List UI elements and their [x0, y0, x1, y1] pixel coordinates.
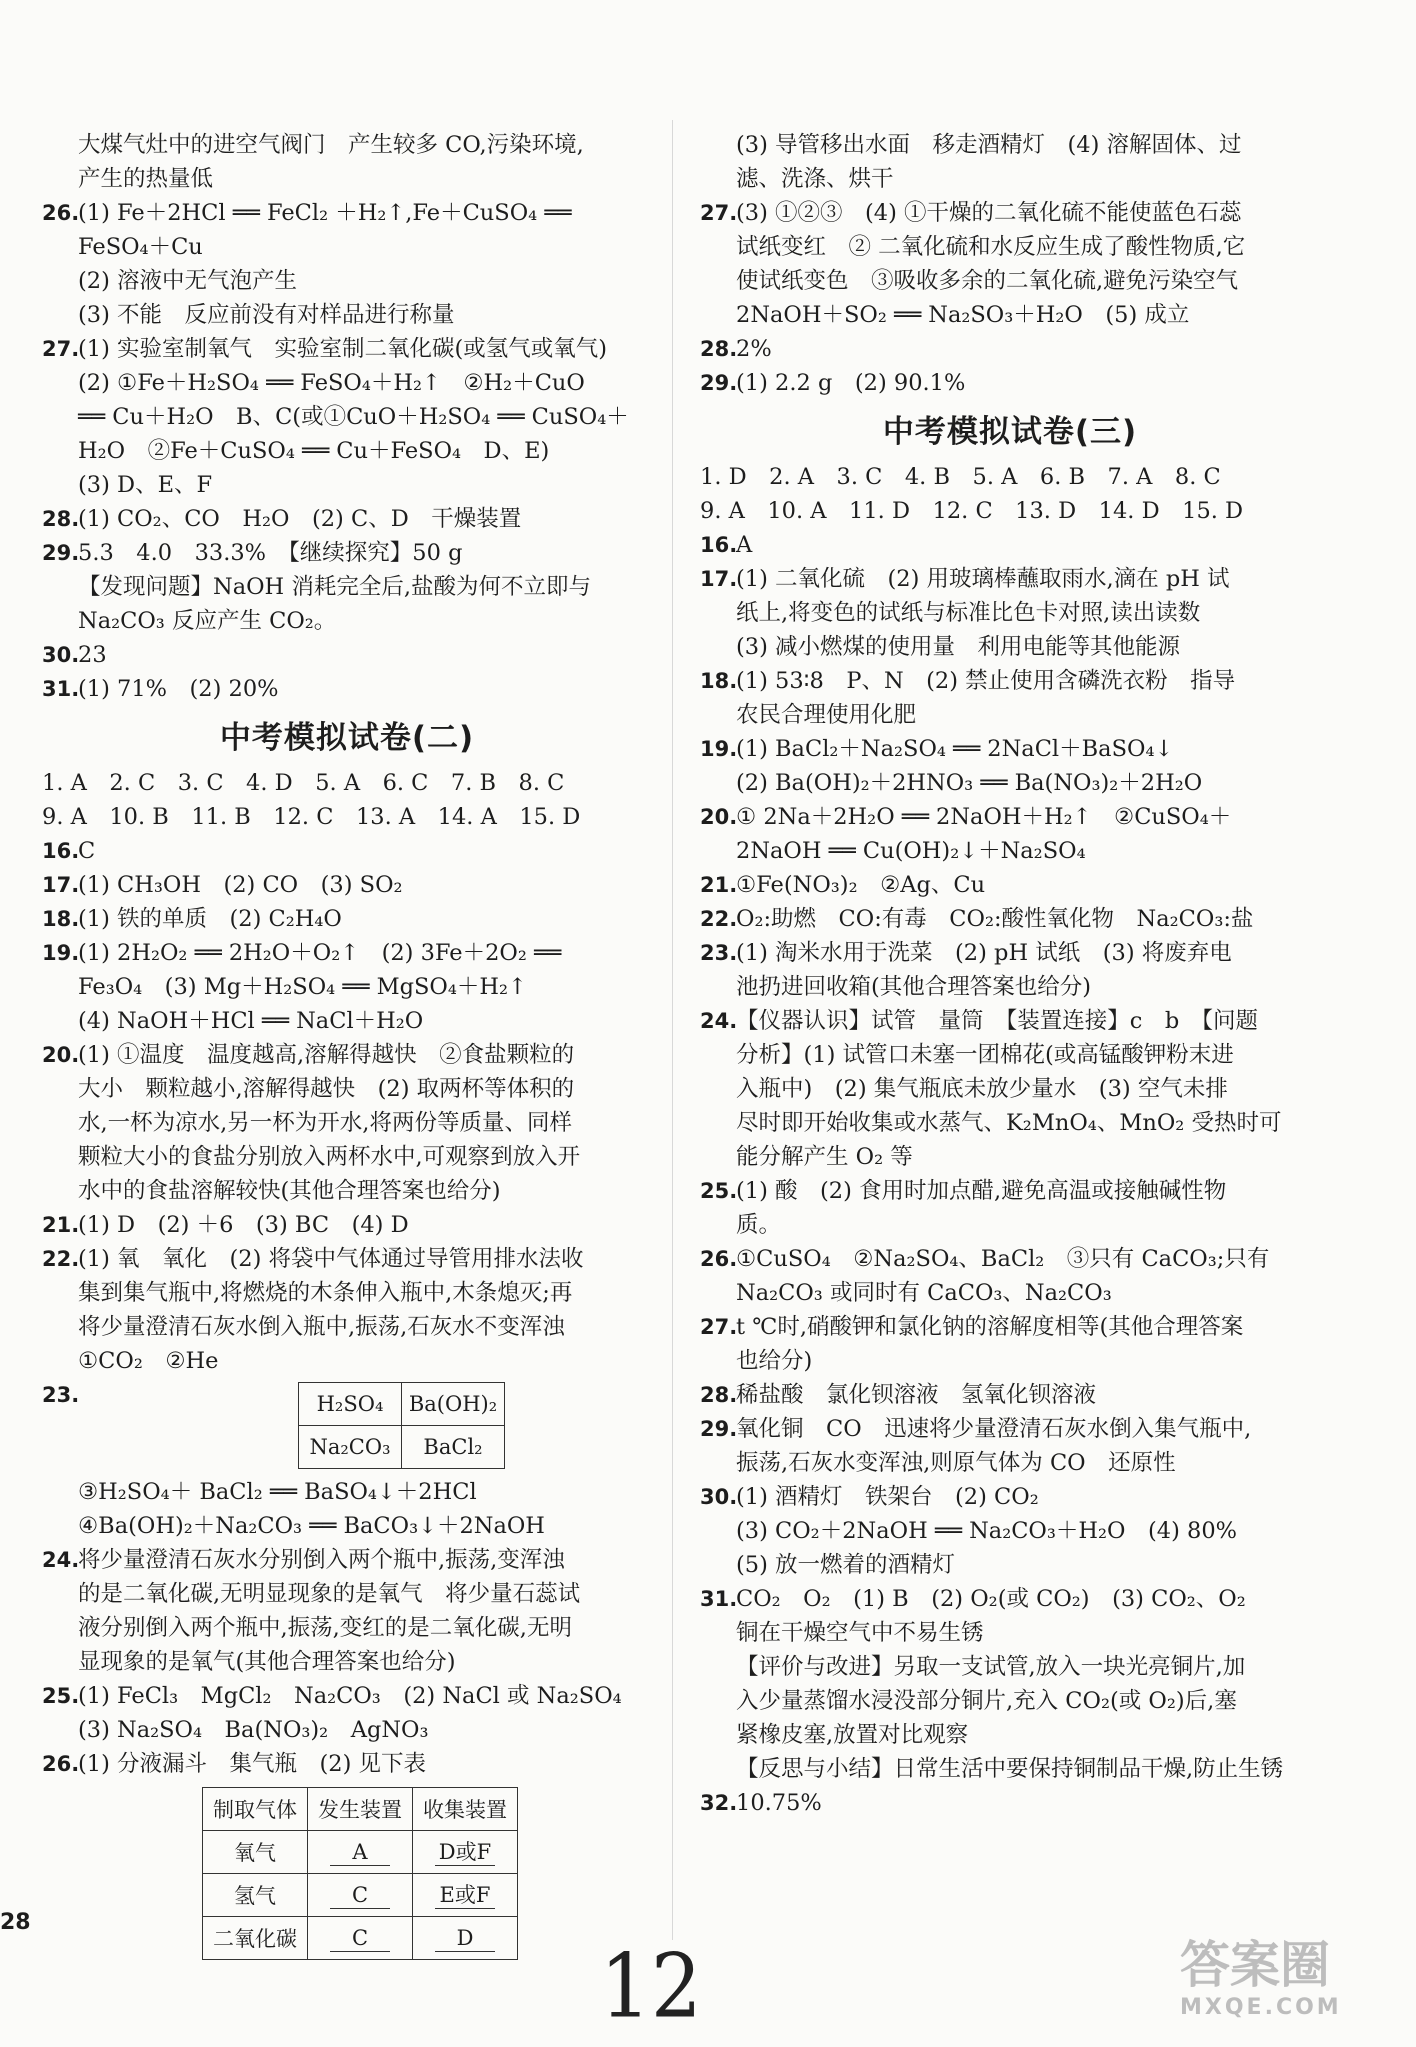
answer-body: [736, 732, 1320, 800]
answer-number: 27.: [700, 1315, 738, 1339]
table-header-row: [203, 1788, 518, 1831]
answer-item: [700, 1378, 1320, 1412]
answer-line: Na₂CO₃ 或同时有 CaCO₃、Na₂CO₃: [736, 1280, 1112, 1306]
answer-item: [700, 800, 1320, 868]
answer-item: [700, 936, 1320, 1004]
answer-line: (2) ①Fe＋H₂SO₄ ══ FeSO₄＋H₂↑ ②H₂＋CuO: [78, 370, 585, 396]
answer-line: 5.3 4.0 33.3% 【继续探究】50 g: [78, 540, 463, 566]
left-column: [42, 128, 652, 1964]
answers-paper-1: [42, 128, 652, 706]
answer-line: 集到集气瓶中,将燃烧的木条伸入瓶中,木条熄灭;再: [78, 1280, 573, 1306]
answer-line: (3) 减小燃煤的使用量 利用电能等其他能源: [736, 634, 1181, 660]
answer-line: ══ Cu＋H₂O B、C(或①CuO＋H₂SO₄ ══ CuSO₄＋: [78, 404, 629, 430]
answer-line: H₂O ②Fe＋CuSO₄ ══ Cu＋FeSO₄ D、E): [78, 438, 550, 464]
answer-line: (1) 酸 (2) 食用时加点醋,避免高温或接触碱性物: [736, 1178, 1227, 1204]
answer-number: 26.: [42, 201, 80, 225]
answer-line: (1) BaCl₂＋Na₂SO₄ ══ 2NaCl＋BaSO₄↓: [736, 736, 1174, 762]
answer-body: [736, 936, 1320, 1004]
table-cell: BaCl₂: [402, 1426, 505, 1469]
page-number: 28: [0, 1910, 31, 1935]
table-cell: [308, 1874, 413, 1917]
answer-item: [700, 332, 1320, 366]
answers-paper-3: [700, 528, 1320, 1820]
answer-number: 31.: [700, 1587, 738, 1611]
answer-line: (1) 71% (2) 20%: [78, 676, 279, 702]
answer-line: (3) D、E、F: [78, 472, 213, 498]
answer-line: 【反思与小结】日常生活中要保持铜制品干燥,防止生锈: [736, 1756, 1284, 1782]
answer-item: [42, 1242, 652, 1378]
answers-paper-2-cont: [42, 1543, 652, 1781]
table-cell: [413, 1917, 518, 1960]
answer-blank: C: [330, 1925, 390, 1952]
answer-number: 20.: [42, 1043, 80, 1067]
answer-item: [42, 868, 652, 902]
answer-body: [78, 902, 652, 936]
answer-item: [700, 1174, 1320, 1242]
answer-item: [700, 1480, 1320, 1582]
answer-number: 28.: [700, 337, 738, 361]
answer-body: [78, 1242, 652, 1378]
answer-number: 18.: [700, 669, 738, 693]
answer-line: 池扔进回收箱(其他合理答案也给分): [736, 974, 1092, 1000]
answer-number: 21.: [42, 1213, 80, 1237]
answer-item: [42, 196, 652, 332]
table-cell: [308, 1917, 413, 1960]
answer-number: 17.: [42, 873, 80, 897]
answer-line: (1) 淘米水用于洗菜 (2) pH 试纸 (3) 将废弃电: [736, 940, 1232, 966]
answer-number: 18.: [42, 907, 80, 931]
answer-number: 19.: [700, 737, 738, 761]
answer-line: (1) 酒精灯 铁架台 (2) CO₂: [736, 1484, 1039, 1510]
answer-line: ③H₂SO₄＋ BaCl₂ ══ BaSO₄↓＋2HCl: [78, 1479, 477, 1505]
answer-item: [700, 128, 1320, 196]
answer-item: [42, 128, 652, 196]
answer-item: [42, 1543, 652, 1679]
mc-line: 9. A 10. A 11. D 12. C 13. D 14. D 15. D: [700, 498, 1244, 524]
answer-line: (1) 分液漏斗 集气瓶 (2) 见下表: [78, 1751, 427, 1777]
answer-line: (1) CO₂、CO H₂O (2) C、D 干燥装置: [78, 506, 522, 532]
answer-line: FeSO₄＋Cu: [78, 234, 203, 260]
answer-line: Fe₃O₄ (3) Mg＋H₂SO₄ ══ MgSO₄＋H₂↑: [78, 974, 527, 1000]
answer-item: [700, 1310, 1320, 1378]
answer-item: [42, 672, 652, 706]
answer-number: [700, 128, 736, 196]
answer-body: [78, 536, 652, 638]
answer-item: [700, 868, 1320, 902]
answer-body: [78, 868, 652, 902]
watermark-logo: 答案圈 MXQE.COM: [1180, 1936, 1342, 2020]
table-cell: [413, 1874, 518, 1917]
answer-body: [736, 1174, 1320, 1242]
answer-line: ①Fe(NO₃)₂ ②Ag、Cu: [736, 872, 986, 898]
answer-line: 试纸变红 ② 二氧化硫和水反应生成了酸性物质,它: [736, 234, 1246, 260]
answer-line: (1) 实验室制氧气 实验室制二氧化碳(或氢气或氧气): [78, 336, 608, 362]
mc-line: 9. A 10. B 11. B 12. C 13. A 14. A 15. D: [42, 804, 581, 830]
answer-item: [700, 1242, 1320, 1310]
answer-body: [78, 1679, 652, 1747]
answer-line: (3) CO₂＋2NaOH ══ Na₂CO₃＋H₂O (4) 80%: [736, 1518, 1238, 1544]
table-row: [203, 1874, 518, 1917]
answer-body: [736, 528, 1320, 562]
answer-line: (1) 2H₂O₂ ══ 2H₂O＋O₂↑ (2) 3Fe＋2O₂ ══: [78, 940, 562, 966]
answer-blank: D或F: [435, 1839, 495, 1866]
answer-line: (1) CH₃OH (2) CO (3) SO₂: [78, 872, 403, 898]
answer-number: 26.: [42, 1752, 80, 1776]
answer-number: 29.: [700, 371, 738, 395]
answer-item: [700, 1582, 1320, 1786]
answer-number: 24.: [700, 1009, 738, 1033]
answer-item: [42, 1038, 652, 1208]
answer-line: (1) FeCl₃ MgCl₂ Na₂CO₃ (2) NaCl 或 Na₂SO₄: [78, 1683, 622, 1709]
section-heading-2: 中考模拟试卷(二): [219, 720, 475, 756]
table-row: [203, 1917, 518, 1960]
answer-number: 16.: [700, 533, 738, 557]
answer-item: [700, 902, 1320, 936]
answer-blank: E或F: [435, 1882, 495, 1909]
answer-line: (3) ①②③ (4) ①干燥的二氧化硫不能使蓝色石蕊: [736, 200, 1242, 226]
answer-item: [42, 638, 652, 672]
handwritten-number: 12: [600, 1935, 702, 2038]
answer-item: [700, 562, 1320, 664]
table-cell: 二氧化碳: [203, 1917, 308, 1960]
answer-body: [78, 1747, 652, 1781]
answer-number: 30.: [42, 643, 80, 667]
answer-body: [78, 1543, 652, 1679]
answer-line: 【评价与改进】另取一支试管,放入一块光亮铜片,加: [736, 1654, 1246, 1680]
table-row: [299, 1426, 505, 1469]
multiple-choice-answers-3: [700, 460, 1320, 528]
answer-item: [42, 902, 652, 936]
answer-line: CO₂ O₂ (1) B (2) O₂(或 CO₂) (3) CO₂、O₂: [736, 1586, 1246, 1612]
answer-line: 入瓶中) (2) 集气瓶底未放少量水 (3) 空气未排: [736, 1076, 1228, 1102]
answer-line: O₂:助燃 CO:有毒 CO₂:酸性氧化物 Na₂CO₃:盐: [736, 906, 1254, 932]
table-row: [203, 1831, 518, 1874]
answer-item: [42, 1679, 652, 1747]
answers-paper-2: [42, 834, 652, 1378]
answer-item: [700, 732, 1320, 800]
answer-item: [42, 502, 652, 536]
answer-number: [42, 128, 78, 196]
answer-line: 质。: [736, 1212, 782, 1238]
answer-line: 紧橡皮塞,放置对比观察: [736, 1722, 969, 1748]
answer-body: [78, 1038, 652, 1208]
answer-line: 大小 颗粒越小,溶解得越快 (2) 取两杯等体积的: [78, 1076, 575, 1102]
answer-line: 尽时即开始收集或水蒸气、K₂MnO₄、MnO₂ 受热时可: [736, 1110, 1282, 1136]
answer-body: [736, 1378, 1320, 1412]
answer-number: 29.: [42, 541, 80, 565]
answer-line: 大煤气灶中的进空气阀门 产生较多 CO,污染环境,: [78, 132, 584, 158]
answer-number: 29.: [700, 1417, 738, 1441]
answer-line: 液分别倒入两个瓶中,振荡,变红的是二氧化碳,无明: [78, 1615, 572, 1641]
answer-item: [700, 528, 1320, 562]
table-cell: Na₂CO₃: [299, 1426, 402, 1469]
answer-line: 2%: [736, 336, 772, 362]
answer-line: 也给分): [736, 1348, 813, 1374]
answer-number: 28.: [42, 507, 80, 531]
answer-line: 2NaOH＋SO₂ ══ Na₂SO₃＋H₂O (5) 成立: [736, 302, 1190, 328]
answer-line: (3) 不能 反应前没有对样品进行称量: [78, 302, 455, 328]
answer-line: 产生的热量低: [78, 166, 214, 192]
column-divider: [672, 120, 673, 1940]
answer-line: 【仪器认识】试管 量筒 【装置连接】c b 【问题: [736, 1008, 1259, 1034]
answer-item: [42, 332, 652, 502]
answers-paper-2-end: [700, 128, 1320, 400]
answer-line: 纸上,将变色的试纸与标准比色卡对照,读出读数: [736, 600, 1201, 626]
answer-table-26: [202, 1787, 518, 1960]
answer-line: (1) Fe＋2HCl ══ FeCl₂ ＋H₂↑,Fe＋CuSO₄ ══: [78, 200, 572, 226]
table-header-cell: 制取气体: [203, 1788, 308, 1831]
answer-line: C: [78, 838, 96, 864]
answer-number: 27.: [42, 337, 80, 361]
right-column: [700, 128, 1320, 1820]
answer-line: 铜在干燥空气中不易生锈: [736, 1620, 984, 1646]
table-row: [299, 1383, 505, 1426]
answer-item: [700, 196, 1320, 332]
answer-number: 31.: [42, 677, 80, 701]
answer-line: ① 2Na＋2H₂O ══ 2NaOH＋H₂↑ ②CuSO₄＋: [736, 804, 1232, 830]
answer-number: 25.: [42, 1684, 80, 1708]
answer-line: ④Ba(OH)₂＋Na₂CO₃ ══ BaCO₃↓＋2NaOH: [78, 1513, 545, 1539]
answer-number: 17.: [700, 567, 738, 591]
answer-body: [736, 366, 1320, 400]
answer-line: ①CO₂ ②He: [78, 1348, 219, 1374]
answer-body: [78, 502, 652, 536]
table-cell: [308, 1831, 413, 1874]
answer-body: [736, 664, 1320, 732]
answer-line: (4) NaOH＋HCl ══ NaCl＋H₂O: [78, 1008, 424, 1034]
mc-line: 1. D 2. A 3. C 4. B 5. A 6. B 7. A 8. C: [700, 464, 1221, 490]
table-cell: H₂SO₄: [299, 1383, 402, 1426]
answer-line: (1) D (2) ＋6 (3) BC (4) D: [78, 1212, 409, 1238]
answer-body: [736, 902, 1320, 936]
answer-number: 16.: [42, 839, 80, 863]
answer-line: 23: [78, 642, 107, 668]
answer-line: (2) Ba(OH)₂＋2HNO₃ ══ Ba(NO₃)₂＋2H₂O: [736, 770, 1203, 796]
answer-number: 23.: [700, 941, 738, 965]
answer-body: [736, 868, 1320, 902]
answer-line: ①CuSO₄ ②Na₂SO₄、BaCl₂ ③只有 CaCO₃;只有: [736, 1246, 1270, 1272]
answer-body: [78, 638, 652, 672]
answer-body: [736, 1242, 1320, 1310]
answer-line: (2) 溶液中无气泡产生: [78, 268, 298, 294]
answer-body: [78, 1208, 652, 1242]
multiple-choice-answers-2: [42, 766, 652, 834]
answer-line: 【发现问题】NaOH 消耗完全后,盐酸为何不立即与: [78, 574, 591, 600]
answer-body: [78, 936, 652, 1038]
answer-number: 22.: [700, 907, 738, 931]
answer-body: [736, 1582, 1320, 1786]
answer-item: [42, 936, 652, 1038]
answer-body: [736, 196, 1320, 332]
answer-line: 使试纸变色 ③吸收多余的二氧化硫,避免污染空气: [736, 268, 1239, 294]
table-header-cell: 收集装置: [413, 1788, 518, 1831]
answer-body: [736, 1786, 1320, 1820]
answer-item: [42, 1747, 652, 1781]
answer-line: (1) 53∶8 P、N (2) 禁止使用含磷洗衣粉 指导: [736, 668, 1236, 694]
answer-blank: D: [435, 1925, 495, 1952]
table-cell: 氧气: [203, 1831, 308, 1874]
answer-body: [78, 834, 652, 868]
answer-body: [736, 800, 1320, 868]
answer-line: (1) 二氧化硫 (2) 用玻璃棒蘸取雨水,滴在 pH 试: [736, 566, 1230, 592]
answer-line: Na₂CO₃ 反应产生 CO₂。: [78, 608, 337, 634]
answer-number: 21.: [700, 873, 738, 897]
answer-line: 将少量澄清石灰水分别倒入两个瓶中,振荡,变浑浊: [78, 1547, 565, 1573]
answer-item: [42, 834, 652, 868]
section-heading-3: 中考模拟试卷(三): [882, 414, 1138, 450]
table-header-cell: 发生装置: [308, 1788, 413, 1831]
answer-line: 的是二氧化碳,无明显现象的是氧气 将少量石蕊试: [78, 1581, 581, 1607]
answer-line: 能分解产生 O₂ 等: [736, 1144, 913, 1170]
answer-number: 19.: [42, 941, 80, 965]
answer-item: [700, 1786, 1320, 1820]
answer-body: [78, 332, 652, 502]
answer-item: [42, 536, 652, 638]
answer-line: 显现象的是氧气(其他合理答案也给分): [78, 1649, 456, 1675]
answer-blank: C: [330, 1882, 390, 1909]
answer-line: 2NaOH ══ Cu(OH)₂↓＋Na₂SO₄: [736, 838, 1086, 864]
answer-body: [736, 128, 1320, 196]
answer-line: (1) ①温度 温度越高,溶解得越快 ②食盐颗粒的: [78, 1042, 575, 1068]
answer-line: 入少量蒸馏水浸没部分铜片,充入 CO₂(或 O₂)后,塞: [736, 1688, 1237, 1714]
table-cell: [413, 1831, 518, 1874]
answer-line: 农民合理使用化肥: [736, 702, 917, 728]
answer-body: [78, 128, 652, 196]
answer-line: 颗粒大小的食盐分别放入两杯水中,可观察到放入开: [78, 1144, 581, 1170]
answer-line: (5) 放一燃着的酒精灯: [736, 1552, 956, 1578]
answer-line: (3) 导管移出水面 移走酒精灯 (4) 溶解固体、过: [736, 132, 1242, 158]
answer-table-23: [298, 1382, 505, 1469]
mc-line: 1. A 2. C 3. C 4. D 5. A 6. C 7. B 8. C: [42, 770, 565, 796]
answer-body: [736, 1310, 1320, 1378]
answer-item: [700, 1412, 1320, 1480]
answer-line: (3) Na₂SO₄ Ba(NO₃)₂ AgNO₃: [78, 1717, 429, 1743]
table-cell: 氢气: [203, 1874, 308, 1917]
answer-line: 将少量澄清石灰水倒入瓶中,振荡,石灰水不变浑浊: [78, 1314, 565, 1340]
answer-line: (1) 氧 氧化 (2) 将袋中气体通过导管用排水法收: [78, 1246, 584, 1272]
answer-line: (1) 2.2 g (2) 90.1%: [736, 370, 966, 396]
answer-number: 20.: [700, 805, 738, 829]
answer-number: 22.: [42, 1247, 80, 1271]
answer-body: [736, 332, 1320, 366]
answer-number: 26.: [700, 1247, 738, 1271]
answer-line: 分析】(1) 试管口未塞一团棉花(或高锰酸钾粉末进: [736, 1042, 1234, 1068]
answer-line: 振荡,石灰水变浑浊,则原气体为 CO 还原性: [736, 1450, 1176, 1476]
answer-line: A: [736, 532, 753, 558]
answer-line: (1) 铁的单质 (2) C₂H₄O: [78, 906, 342, 932]
answer-line: 10.75%: [736, 1790, 822, 1816]
answer-body: [78, 672, 652, 706]
answer-line: 水,一杯为凉水,另一杯为开水,将两份等质量、同样: [78, 1110, 572, 1136]
answer-number: 30.: [700, 1485, 738, 1509]
answer-number: 25.: [700, 1179, 738, 1203]
answer-body: [736, 1480, 1320, 1582]
answer-body: [736, 1412, 1320, 1480]
answer-body: [736, 1004, 1320, 1174]
answer-item: [700, 366, 1320, 400]
answer-number: 24.: [42, 1548, 80, 1572]
answer-item: [700, 1004, 1320, 1174]
answer-line: 氧化铜 CO 迅速将少量澄清石灰水倒入集气瓶中,: [736, 1416, 1252, 1442]
answer-line: 稀盐酸 氯化钡溶液 氢氧化钡溶液: [736, 1382, 1097, 1408]
answer-item: [700, 664, 1320, 732]
answer-body: [78, 196, 652, 332]
answer-number: 27.: [700, 201, 738, 225]
answer-blank: A: [330, 1839, 390, 1866]
answer-line: 水中的食盐溶解较快(其他合理答案也给分): [78, 1178, 501, 1204]
answer-number: 28.: [700, 1383, 738, 1407]
answer-body: [736, 562, 1320, 664]
answer-item-23: 23. H₂SO₄ Ba(OH)₂ Na₂CO₃ BaCl₂ ③H₂SO₄＋ BaCl₂ ══ BaSO₄↓＋2HCl ④Ba(OH)₂＋Na₂CO₃ ══ BaCO₃↓＋2NaOH: [42, 1378, 652, 1543]
answer-line: t ℃时,硝酸钾和氯化钠的溶解度相等(其他合理答案: [736, 1314, 1244, 1340]
answer-line: 滤、洗涤、烘干: [736, 166, 894, 192]
table-cell: Ba(OH)₂: [402, 1383, 505, 1426]
answer-item: [42, 1208, 652, 1242]
answer-number: 32.: [700, 1791, 738, 1815]
